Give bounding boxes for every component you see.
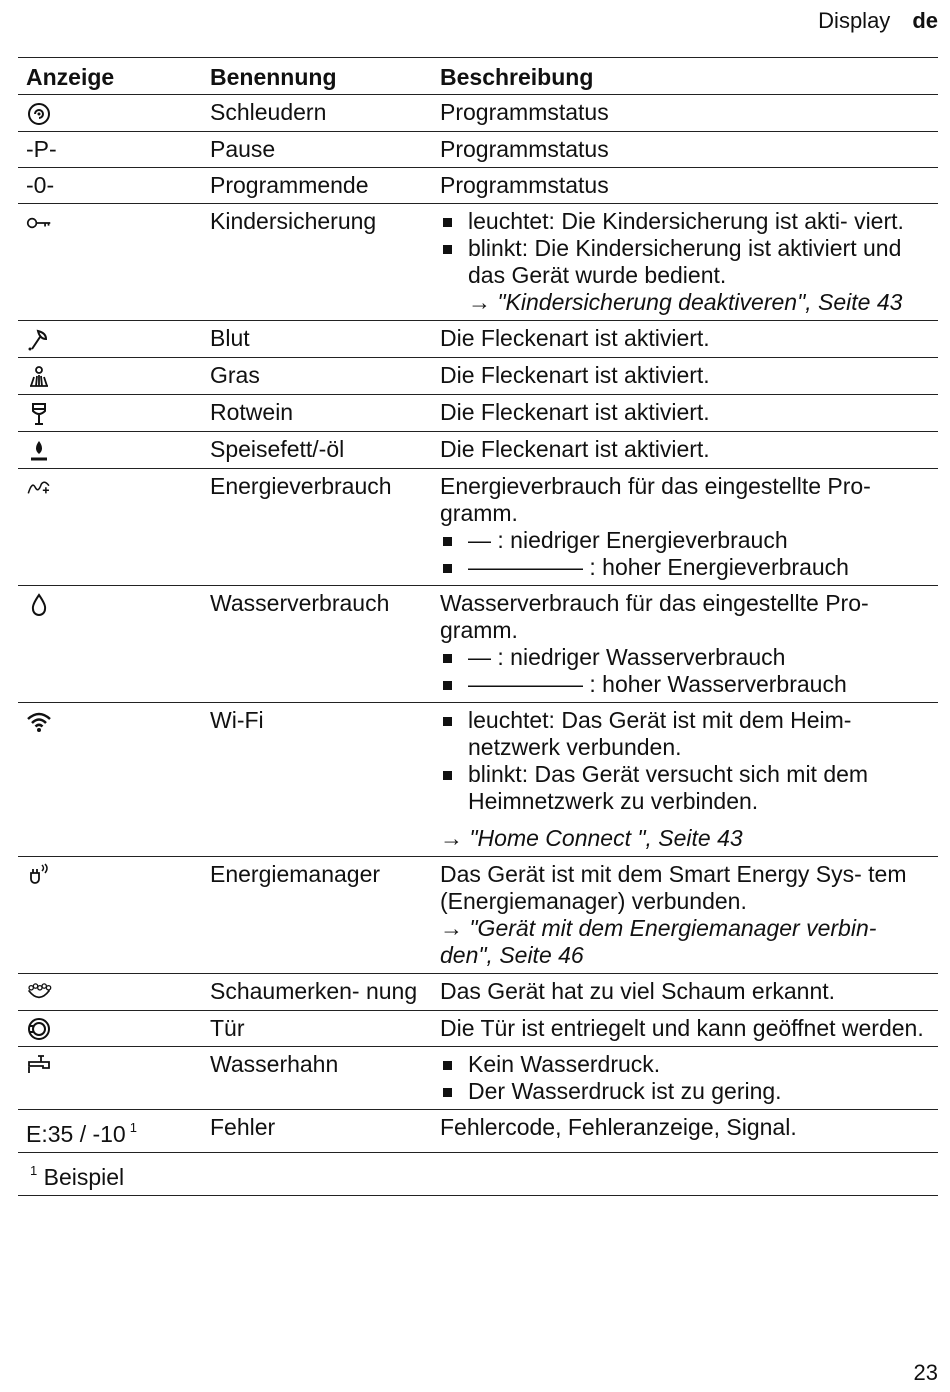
bullet-item: ————— : hoher Energieverbrauch	[440, 554, 930, 581]
key-icon	[26, 210, 52, 236]
row-description: Die Fleckenart ist aktiviert.	[432, 357, 938, 394]
table-row	[18, 585, 938, 702]
footnote-mark: 1	[129, 1120, 137, 1136]
row-description: Das Gerät ist mit dem Smart Energy Sys- tem (Energiemanager) verbunden.	[440, 860, 907, 914]
spin-icon	[26, 101, 52, 127]
grass-stain-icon	[26, 364, 52, 390]
energy-manager-icon	[26, 863, 52, 889]
bullet-item: blinkt: Das Gerät versucht sich mit dem Heimnetzwerk zu verbinden.	[440, 761, 930, 815]
display-code: -0-	[18, 167, 202, 203]
table-row	[18, 95, 938, 132]
table-row	[18, 203, 938, 320]
table-row	[18, 320, 938, 357]
row-name: Pause	[202, 131, 432, 167]
row-name: Energieverbrauch	[202, 468, 432, 585]
table-row	[18, 702, 938, 856]
table-row	[18, 1010, 938, 1047]
row-description: Energieverbrauch für das eingestellte Pro- gramm.	[440, 472, 871, 526]
table-row	[18, 431, 938, 468]
language-code: de	[912, 8, 938, 33]
column-header-benennung: Benennung	[202, 58, 432, 95]
footnote-row	[18, 1153, 938, 1196]
row-name: Tür	[202, 1010, 432, 1047]
row-name: Energiemanager	[202, 856, 432, 973]
column-header-beschreibung: Beschreibung	[432, 58, 938, 95]
blood-stain-icon	[26, 327, 52, 353]
bullet-list	[440, 644, 930, 698]
row-name: Kindersicherung	[202, 203, 432, 320]
row-name: Wasserverbrauch	[202, 585, 432, 702]
bullet-list	[440, 208, 930, 289]
table-row	[18, 131, 938, 167]
row-description: Programmstatus	[432, 95, 938, 132]
row-description: Die Fleckenart ist aktiviert.	[432, 431, 938, 468]
bullet-list	[440, 527, 930, 581]
bullet-item: Kein Wasserdruck.	[440, 1051, 930, 1078]
bullet-item: ————— : hoher Wasserverbrauch	[440, 671, 930, 698]
row-name: Blut	[202, 320, 432, 357]
grease-stain-icon	[26, 438, 52, 464]
table-row	[18, 394, 938, 431]
row-name: Rotwein	[202, 394, 432, 431]
table-row	[18, 468, 938, 585]
water-drop-icon	[26, 592, 52, 618]
bullet-list	[440, 707, 930, 815]
row-name: Wi-Fi	[202, 702, 432, 856]
cross-reference: → "Kindersicherung deaktiveren", Seite 43	[468, 288, 903, 315]
row-description: Die Fleckenart ist aktiviert.	[432, 394, 938, 431]
table-row	[18, 167, 938, 203]
cross-reference-text: "Gerät mit dem Energiemanager verbin- den", Seite 46	[440, 914, 877, 968]
bullet-item: — : niedriger Energieverbrauch	[440, 527, 930, 554]
door-icon	[26, 1016, 52, 1042]
table-header-row	[18, 58, 938, 95]
wine-glass-icon	[26, 401, 52, 427]
column-header-anzeige: Anzeige	[18, 58, 202, 95]
footnote-text: Beispiel	[43, 1164, 125, 1191]
bullet-item: blinkt: Die Kindersicherung ist aktiviert und das Gerät wurde bedient.	[440, 235, 930, 289]
page-header	[818, 8, 938, 34]
bullet-list	[440, 1051, 930, 1105]
display-code: -P-	[18, 131, 202, 167]
display-table	[18, 57, 938, 1196]
row-name: Speisefett/-öl	[202, 431, 432, 468]
section-title: Display	[818, 8, 891, 33]
wifi-icon	[26, 709, 52, 735]
display-code: E:35 / -10	[26, 1121, 126, 1148]
bullet-item: — : niedriger Wasserverbrauch	[440, 644, 930, 671]
row-name: Wasserhahn	[202, 1047, 432, 1110]
row-name: Gras	[202, 357, 432, 394]
row-description: Die Tür ist entriegelt und kann geöffnet werden.	[432, 1010, 938, 1047]
page-number: 23	[913, 1360, 938, 1385]
energy-consumption-icon	[26, 475, 52, 501]
row-description: Das Gerät hat zu viel Schaum erkannt.	[432, 973, 938, 1010]
cross-reference: → "Gerät mit dem Energiemanager verbin- den", Seite 46	[440, 914, 877, 968]
table-row	[18, 973, 938, 1010]
cross-reference: → "Home Connect ", Seite 43	[440, 824, 743, 851]
row-description: Programmstatus	[432, 131, 938, 167]
table-row	[18, 856, 938, 973]
row-name: Schaumerken- nung	[202, 973, 432, 1010]
water-tap-icon	[26, 1053, 52, 1079]
row-name: Programmende	[202, 167, 432, 203]
row-description: Fehlercode, Fehleranzeige, Signal.	[432, 1110, 938, 1153]
row-description: Wasserverbrauch für das eingestellte Pro- gramm.	[440, 589, 869, 643]
cross-reference-text: "Kindersicherung deaktiveren", Seite 43	[497, 288, 903, 315]
bullet-item: Der Wasserdruck ist zu gering.	[440, 1078, 930, 1105]
row-description: Programmstatus	[432, 167, 938, 203]
table-row	[18, 1110, 938, 1153]
row-name: Schleudern	[202, 95, 432, 132]
row-description: Die Fleckenart ist aktiviert.	[432, 320, 938, 357]
bullet-item: leuchtet: Das Gerät ist mit dem Heim- netzwerk verbunden.	[440, 707, 930, 761]
footnote-mark: 1	[30, 1163, 38, 1179]
table-row	[18, 1047, 938, 1110]
bullet-item: leuchtet: Die Kindersicherung ist akti- viert.	[440, 208, 930, 235]
table-row	[18, 357, 938, 394]
row-name: Fehler	[202, 1110, 432, 1153]
cross-reference-text: "Home Connect ", Seite 43	[469, 824, 743, 851]
foam-detection-icon	[26, 980, 52, 1006]
